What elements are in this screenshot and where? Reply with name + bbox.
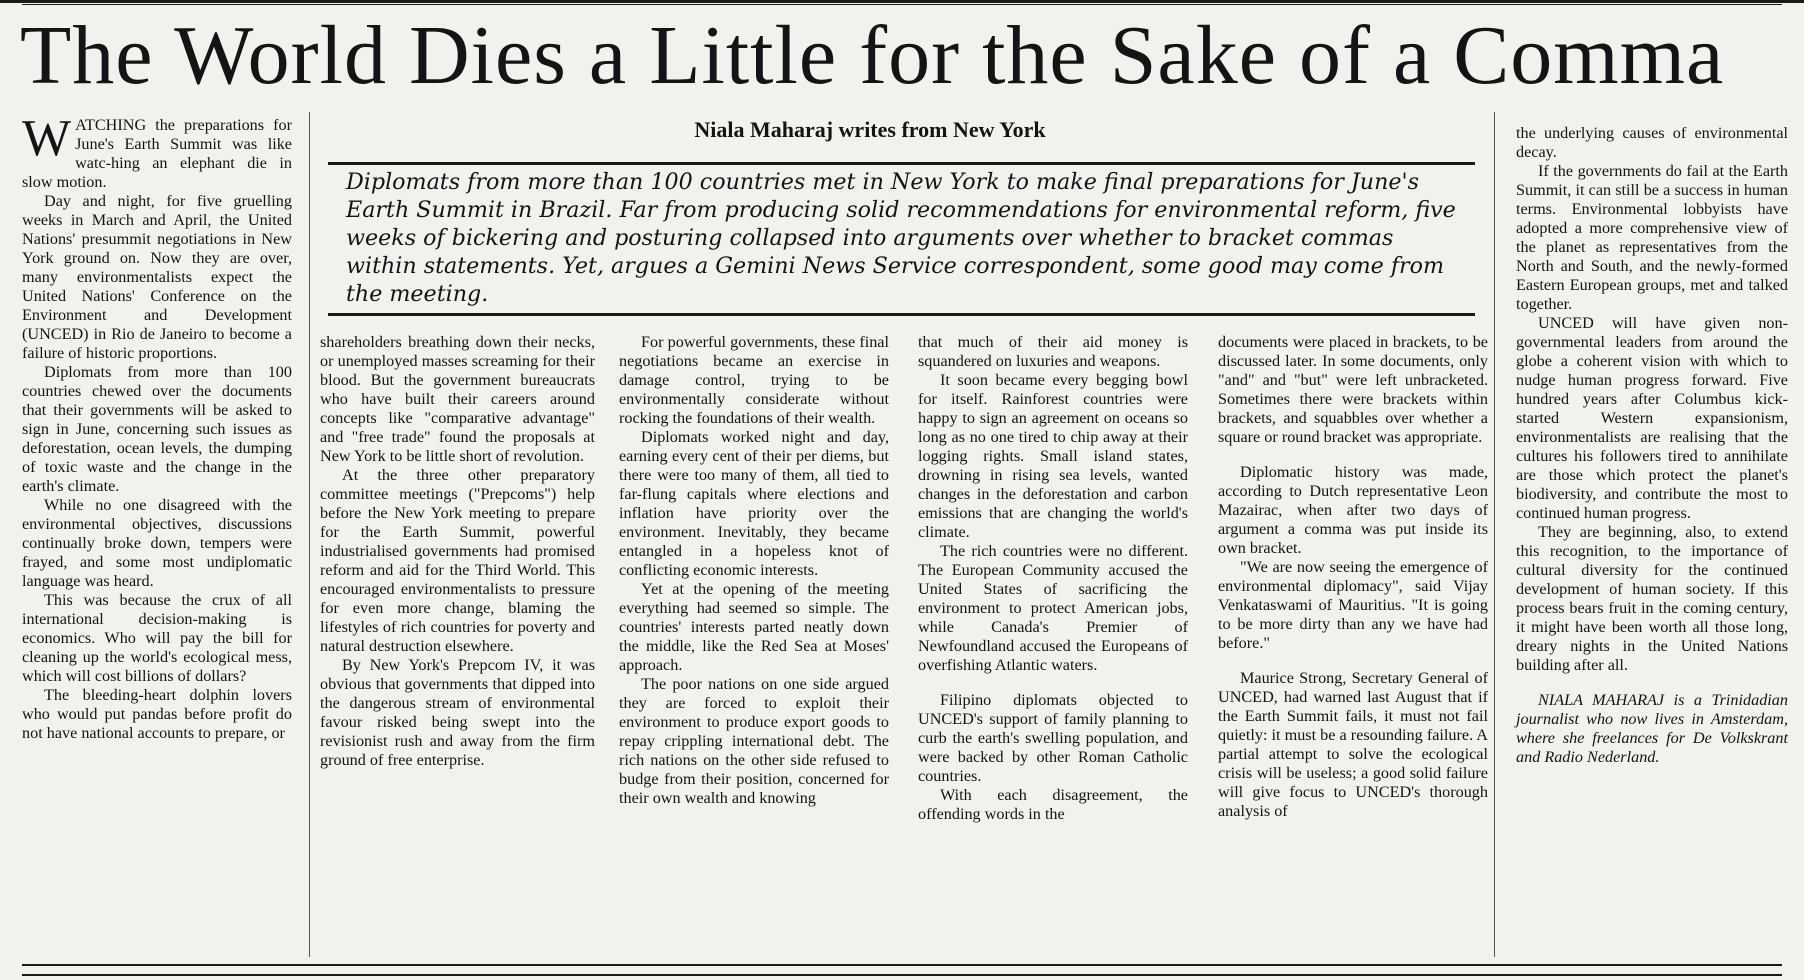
- paragraph: The rich countries were no different. The European Community accused the United States of sacrificing the environment to protect American jobs, while Canada's Premier of Newfoundland accused the Europeans of overfishing Atlantic waters.: [918, 542, 1188, 674]
- paragraph: By New York's Prepcom IV, it was obvious that governments that dipped into the dangerous stream of environmental favour risked being swept into the revisionist rush and away from the firm ground of free enterprise.: [320, 656, 595, 769]
- column-divider: [309, 112, 310, 957]
- paragraph: ATCHING the preparations for June's Earth Summit was like watc-hing an elephant die in slow motion.: [22, 116, 292, 191]
- paragraph: Day and night, for five gruelling weeks in March and April, the United Nations' presummit negotiations in New York ground on. Now they are over, many environmentalists expect the United Nations' Conference on the Environment and Development (UNCED) in Rio de Janeiro to become a failure of historic proportions.: [22, 192, 292, 362]
- author-bio: NIALA MAHARAJ is a Trinidadian journalist who now lives in Amsterdam, where she freelances for De Volkskrant and Radio Nederland.: [1516, 691, 1788, 766]
- paragraph: Maurice Strong, Secretary General of UNCED, had warned last August that if the Earth Summit fails, it must not fail quietly: it must be a resounding failure. A partial attempt to solve the ecological crisis will be useless; a good solid failure will give focus to UNCED's thorough analysis of: [1218, 669, 1488, 820]
- drop-cap: W: [22, 110, 72, 167]
- paragraph: This was because the crux of all international decision-making is economics. Who will pay the bill for cleaning up the world's ecological mess, which will cost billions of dollars?: [22, 591, 292, 685]
- column-divider: [1494, 112, 1495, 957]
- bottom-rule: [22, 964, 1782, 976]
- paragraph: The bleeding-heart dolphin lovers who would put pandas before profit do not have national accounts to prepare, or: [22, 686, 292, 742]
- paragraph: With each disagreement, the offending words in the: [918, 786, 1188, 823]
- article-column-4: [918, 333, 1188, 824]
- paragraph: The poor nations on one side argued they are forced to exploit their environment to produce export goods to repay crippling international debt. The rich nations on the other side refused to budge from their position, concerned for their own wealth and knowing: [619, 675, 889, 807]
- paragraph: While no one disagreed with the environmental objectives, discussions continually broke down, tempers were frayed, and some most undiplomatic language was heard.: [22, 496, 292, 590]
- deck-summary: Diplomats from more than 100 countries met in New York to make final preparations for June's Earth Summit in Brazil. Far from producing solid recommendations for environmental reform, five weeks of bickering and posturing collapsed into arguments over whether to bracket commas within statements. Yet, argues a Gemini News Service correspondent, some good may come from the meeting.: [346, 169, 1456, 307]
- deck-rule-bottom: [328, 313, 1475, 316]
- paragraph: UNCED will have given non-governmental leaders from around the globe a coherent vision with which to nudge human progress forward. Five hundred years after Columbus kick-started Western expansionism, environmentalists are realising that the cultures his followers tired to annihilate are those which protect the planet's biodiversity, and contribute the most to continued human progress.: [1516, 314, 1788, 522]
- byline: Niala Maharaj writes from New York: [694, 117, 1046, 142]
- paragraph: They are beginning, also, to extend this recognition, to the importance of cultural diversity for the continued development of human society. If this process bears fruit in the coming century, it might have been worth all those long, dreary nights in the United Nations building after all.: [1516, 523, 1788, 674]
- article-column-5: [1218, 333, 1488, 821]
- paragraph: For powerful governments, these final negotiations became an exercise in damage control, trying to be environmentally considerate without rocking the foundations of their wealth.: [619, 333, 889, 427]
- top-rule: [0, 0, 1804, 3]
- paragraph: shareholders breathing down their necks, or unemployed masses screaming for their blood. But the government bureaucrats who have built their careers around concepts like "comparative advantage" and "free trade" found the proposals at New York to be little short of revolution.: [320, 333, 595, 465]
- paragraph: It soon became every begging bowl for itself. Rainforest countries were happy to sign an agreement on oceans so long as no one tired to chip away at their logging rights. Small island states, drowning in rising sea levels, wanted changes in the deforestation and carbon emissions that are changing the world's climate.: [918, 371, 1188, 541]
- paragraph: that much of their aid money is squandered on luxuries and weapons.: [918, 333, 1188, 370]
- paragraph: At the three other preparatory committee meetings ("Prepcoms") help before the New York meeting to prepare for the Earth Summit, powerful industrialised governments had promised reform and aid for the Third World. This encouraged environmentalists to pressure for even more change, blaming the lifestyles of rich countries for poverty and natural destruction elsewhere.: [320, 466, 595, 655]
- paragraph: Diplomatic history was made, according to Dutch representative Leon Mazairac, when after two days of argument a comma was put inside its own bracket.: [1218, 463, 1488, 557]
- paragraph: Yet at the opening of the meeting everything had seemed so simple. The countries' interests parted neatly down the middle, like the Red Sea at Moses' approach.: [619, 580, 889, 674]
- top-rule-thin: [22, 4, 1782, 5]
- paragraph: documents were placed in brackets, to be discussed later. In some documents, only "and" and "but" were left unbracketed. Sometimes there were brackets within brackets, and squabbles over whether a square or round bracket was appropriate.: [1218, 333, 1488, 446]
- paragraph: Diplomats from more than 100 countries chewed over the documents that their governments will be asked to sign in June, concerning such issues as deforestation, ocean levels, the dumping of toxic waste and the change in the earth's climate.: [22, 363, 292, 495]
- deck-rule-top: [328, 162, 1475, 165]
- article-column-1: [22, 110, 292, 743]
- paragraph: If the governments do fail at the Earth Summit, it can still be a success in human terms. Environmental lobbyists have adopted a more comprehensive view of the planet as representatives from the North and South, and the newly-formed Eastern European groups, met and talked together.: [1516, 162, 1788, 313]
- headline: The World Dies a Little for the Sake of a Comma: [20, 9, 1725, 102]
- paragraph: Diplomats worked night and day, earning every cent of their per diems, but there were too many of them, all tied to far-flung capitals where elections and inflation have priority over the environment. Inevitably, they became entangled in a hopeless knot of conflicting economic interests.: [619, 428, 889, 579]
- article-column-3: [619, 333, 889, 808]
- paragraph: the underlying causes of environmental decay.: [1516, 124, 1788, 161]
- article-column-6: [1516, 124, 1788, 767]
- paragraph: Filipino diplomats objected to UNCED's support of family planning to curb the earth's swelling population, and were backed by other Roman Catholic countries.: [918, 691, 1188, 785]
- paragraph: "We are now seeing the emergence of environmental diplomacy", said Vijay Venkataswami of Mauritius. "It is going to be more dirty than any we have had before.": [1218, 558, 1488, 652]
- article-column-2: [320, 333, 595, 770]
